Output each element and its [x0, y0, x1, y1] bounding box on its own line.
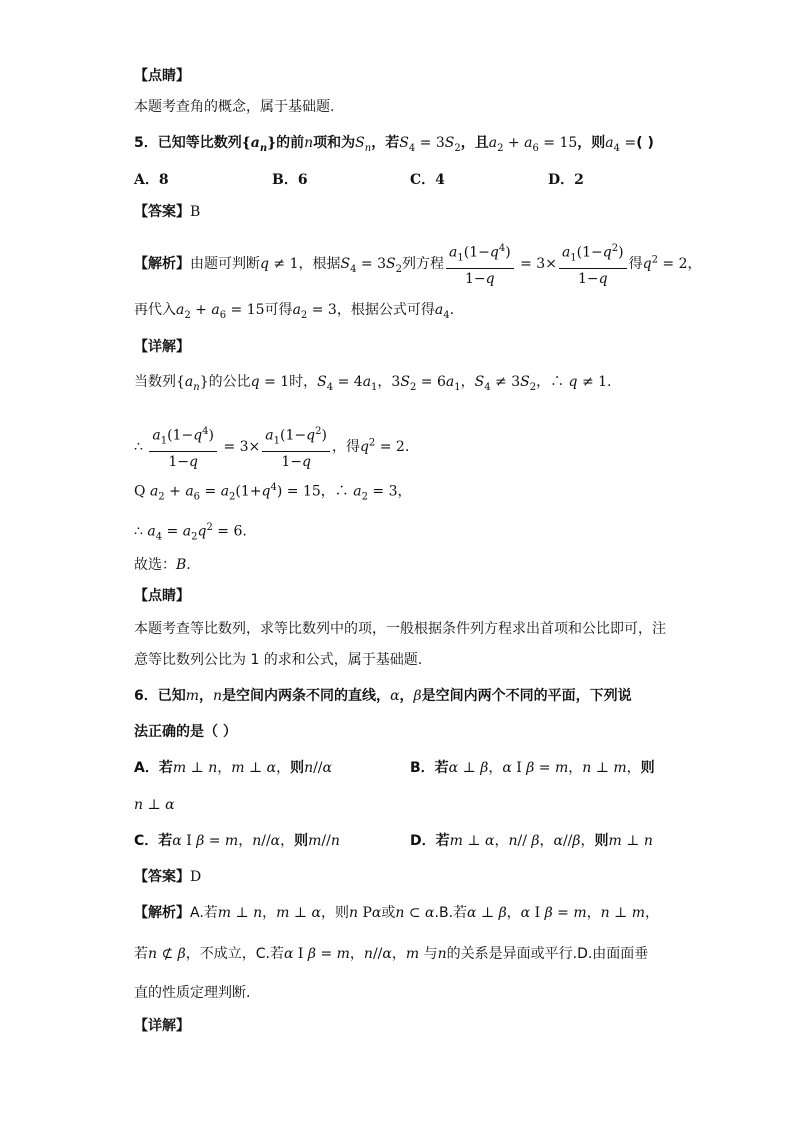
q5-jiexi-line1: 【解析】由题可判断q ≠ 1，根据$S_4 = 3S_2$列方程 $\frac{a_1(1-q^4)}{1-q}$ = 3× $\frac{a_1(1-q^2)}{1-q}$ 得$q^2 = 2$，	[134, 240, 701, 288]
q6-answer: 【答案】D	[134, 869, 202, 885]
q6-jiexi-line2: 若n ⊄ β，不成立，C.若α I β = m，n//α，m 与n的关系是异面或平行.D.由面面垂	[134, 946, 649, 962]
q5-dianjing-line2: 意等比数列公比为 1 的求和公式，属于基础题.	[134, 652, 423, 668]
q5-stem: 5．已知等比数列$\{a_n\}$的前n项和为$S_n$，若$S_4 = 3S_2$，且$a_2 + a_6 = 15$，则$a_4$ =( )	[134, 135, 654, 154]
q5-dianjing-tag: 【点睛】	[134, 588, 190, 604]
q5-option-b[interactable]: B．6	[272, 172, 308, 188]
q6-option-b-cont: n ⊥ α	[134, 797, 175, 813]
q4-dianjing-tag: 【点睛】	[134, 68, 190, 84]
q5-option-d[interactable]: D．2	[548, 172, 584, 188]
q5-dianjing-line1: 本题考查等比数列，求等比数列中的项，一般根据条件列方程求出首项和公比即可，注	[134, 621, 666, 637]
q5-option-a[interactable]: A．8	[134, 172, 169, 188]
q6-stem-line1: 6．已知m，n是空间内两条不同的直线，α，β是空间内两个不同的平面，下列说	[134, 688, 632, 704]
q5-jiexi-line2: 再代入$a_2 + a_6 = 15$可得$a_2 = 3$，根据公式可得$a_4$.	[134, 302, 455, 321]
q5-detail-line4: ∴ $a_4 = a_2q^2 = 6$.	[134, 522, 247, 543]
q5-detail-line3: Q $a_2 + a_6 = a_2(1+q^4) = 15$，∴ $a_2 = 3$，	[134, 482, 412, 503]
q6-jiexi-line3: 直的性质定理判断.	[134, 985, 251, 1001]
q5-detail-line1: 当数列$\{a_n\}$的公比q = 1时，$S_4 = 4a_1$，$3S_2 = 6a_1$，$S_4 \ne 3S_2$，∴ q ≠ 1.	[134, 374, 612, 393]
q5-option-c[interactable]: C．4	[410, 172, 445, 188]
q5-detail-choice: 故选：B.	[134, 557, 191, 573]
q6-stem-line2: 法正确的是（ ）	[134, 724, 237, 740]
q6-option-b[interactable]: B．若α ⊥ β，α I β = m，n ⊥ m，则	[410, 760, 655, 776]
q5-answer: 【答案】B	[134, 204, 201, 220]
q5-xiangjie-tag: 【详解】	[134, 339, 190, 355]
q6-xiangjie-tag: 【详解】	[134, 1018, 190, 1034]
q6-option-c[interactable]: C．若α I β = m，n//α，则m//n	[134, 833, 340, 849]
q6-option-a[interactable]: A．若m ⊥ n，m ⊥ α，则n//α	[134, 760, 332, 776]
q4-dianjing-text: 本题考查角的概念，属于基础题.	[134, 99, 335, 115]
q6-jiexi-line1: 【解析】A.若m ⊥ n，m ⊥ α，则n Pα或n ⊂ α.B.若α ⊥ β，α I β = m，n ⊥ m，	[134, 905, 659, 921]
q6-option-d[interactable]: D．若m ⊥ α，n// β，α//β，则m ⊥ n	[410, 833, 653, 849]
q5-detail-line2: ∴ $\frac{a_1(1-q^4)}{1-q}$ = 3× $\frac{a_1(1-q^2)}{1-q}$ ，得$q^2 = 2$.	[134, 423, 409, 471]
